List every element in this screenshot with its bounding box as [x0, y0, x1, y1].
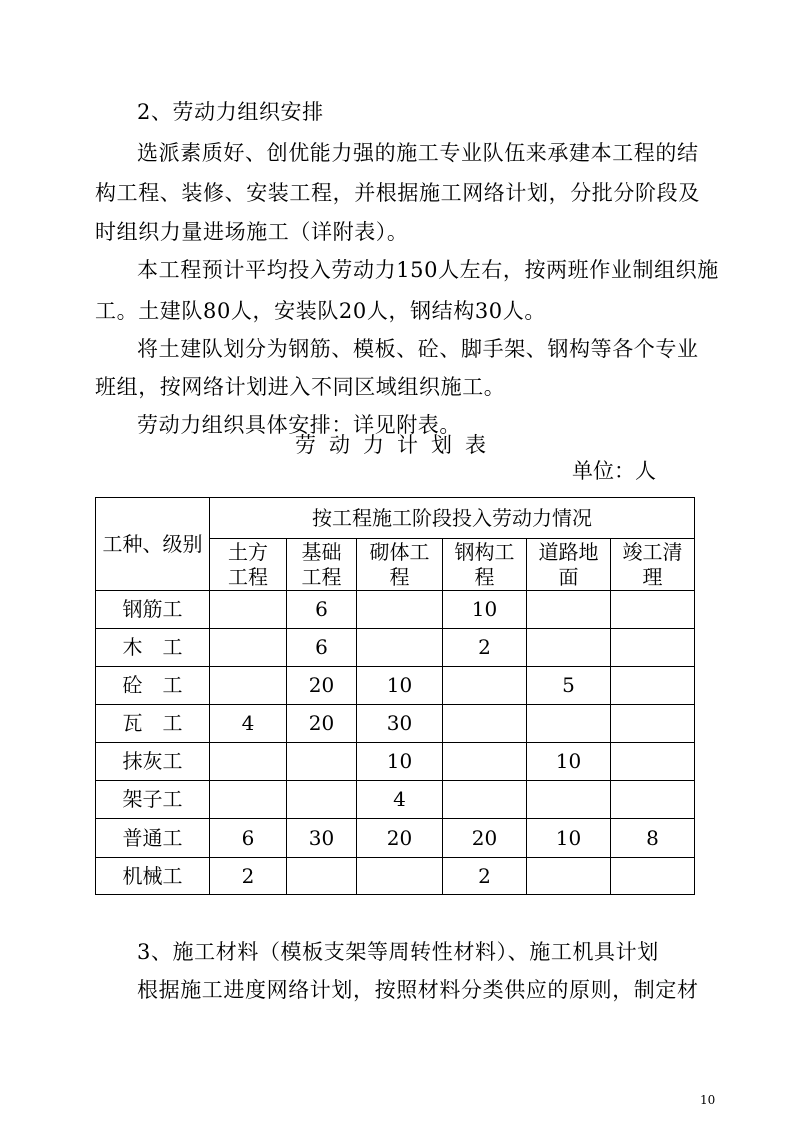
trade-cell: 普通工 — [96, 819, 210, 858]
stage-header-line: 程 — [474, 564, 495, 589]
value-cell — [287, 858, 357, 895]
value-cell: 30 — [287, 819, 357, 858]
corner-header: 工种、级别 — [96, 498, 210, 591]
page-number: 10 — [700, 1093, 716, 1107]
value-cell — [527, 591, 611, 629]
paragraph-line: 劳动力组织具体安排：详见附表。 — [137, 413, 461, 437]
paragraph-line: 时组织力量进场施工（详附表）。 — [95, 220, 409, 244]
stage-header — [287, 539, 357, 591]
table-row — [96, 705, 695, 743]
value-cell — [210, 781, 287, 819]
trade-cell: 钢筋工 — [96, 591, 210, 629]
value-cell — [210, 591, 287, 629]
paragraph-line: 构工程、装修、安装工程，并根据施工网络计划，分批分阶段及 — [95, 181, 700, 205]
trade-cell: 瓦 工 — [96, 705, 210, 743]
value-cell — [611, 858, 695, 895]
value-cell — [527, 705, 611, 743]
value-cell: 20 — [287, 667, 357, 705]
value-cell: 10 — [443, 591, 527, 629]
value-cell — [611, 781, 695, 819]
value-cell: 6 — [287, 629, 357, 667]
value-cell — [611, 591, 695, 629]
paragraph-line: 选派素质好、创优能力强的施工专业队伍来承建本工程的结 — [137, 141, 699, 165]
table-row — [96, 781, 695, 819]
value-cell: 5 — [527, 667, 611, 705]
value-cell: 4 — [210, 705, 287, 743]
value-cell — [611, 667, 695, 705]
table-title: 劳动力计划表 — [295, 433, 499, 457]
stage-header-line: 砌体工 — [369, 539, 430, 564]
value-cell — [357, 591, 443, 629]
paragraph-line: 将土建队划分为钢筋、模板、砼、脚手架、钢构等各个专业 — [137, 337, 699, 361]
stage-header-line: 工程 — [301, 564, 342, 589]
value-cell — [443, 743, 527, 781]
group-header: 按工程施工阶段投入劳动力情况 — [210, 498, 695, 539]
value-cell: 20 — [357, 819, 443, 858]
value-cell: 10 — [357, 743, 443, 781]
table-row — [96, 591, 695, 629]
value-cell — [611, 705, 695, 743]
table-header-row — [96, 498, 695, 539]
value-cell: 2 — [443, 629, 527, 667]
trade-cell: 机械工 — [96, 858, 210, 895]
trade-cell: 砼 工 — [96, 667, 210, 705]
value-cell — [443, 667, 527, 705]
trade-cell: 木 工 — [96, 629, 210, 667]
stage-header-line: 程 — [389, 564, 410, 589]
value-cell: 2 — [210, 858, 287, 895]
value-cell — [287, 781, 357, 819]
value-cell: 20 — [287, 705, 357, 743]
unit-label: 单位：人 — [572, 459, 656, 483]
value-cell: 2 — [443, 858, 527, 895]
table-row — [96, 743, 695, 781]
value-cell: 10 — [527, 819, 611, 858]
paragraph-line: 班组，按网络计划进入不同区域组织施工。 — [95, 375, 506, 399]
value-cell — [527, 629, 611, 667]
value-cell — [443, 781, 527, 819]
stage-header-line: 理 — [642, 564, 663, 589]
value-cell — [210, 743, 287, 781]
value-cell: 20 — [443, 819, 527, 858]
stage-header — [210, 539, 287, 591]
section3-heading: 3、施工材料（模板支架等周转性材料）、施工机具计划 — [137, 940, 659, 964]
value-cell — [443, 705, 527, 743]
value-cell — [611, 629, 695, 667]
stage-header-line: 竣工清 — [622, 539, 683, 564]
value-cell: 10 — [527, 743, 611, 781]
value-cell — [357, 629, 443, 667]
paragraph-line: 根据施工进度网络计划，按照材料分类供应的原则，制定材 — [137, 978, 699, 1002]
labor-plan-table — [95, 497, 695, 895]
stage-header-line: 工程 — [228, 564, 268, 589]
trade-cell: 抹灰工 — [96, 743, 210, 781]
stage-header — [443, 539, 527, 591]
table-row — [96, 819, 695, 858]
section2-heading: 2、劳动力组织安排 — [137, 100, 324, 124]
paragraph-line: 本工程预计平均投入劳动力150人左右，按两班作业制组织施 — [137, 258, 719, 282]
stage-header-line: 道路地 — [538, 539, 599, 564]
stage-header — [527, 539, 611, 591]
value-cell — [210, 629, 287, 667]
stage-header — [611, 539, 695, 591]
value-cell: 8 — [611, 819, 695, 858]
stage-header — [357, 539, 443, 591]
value-cell: 10 — [357, 667, 443, 705]
value-cell: 4 — [357, 781, 443, 819]
stage-header-line: 基础 — [301, 539, 342, 564]
table-row — [96, 667, 695, 705]
trade-cell: 架子工 — [96, 781, 210, 819]
value-cell — [287, 743, 357, 781]
stage-header-line: 土方 — [228, 539, 268, 564]
table-row — [96, 629, 695, 667]
value-cell: 30 — [357, 705, 443, 743]
stage-header-line: 面 — [558, 564, 579, 589]
value-cell — [357, 858, 443, 895]
value-cell: 6 — [210, 819, 287, 858]
value-cell — [611, 743, 695, 781]
paragraph-line: 工。土建队80人，安装队20人，钢结构30人。 — [95, 299, 546, 323]
stage-header-line: 钢构工 — [454, 539, 515, 564]
value-cell — [527, 781, 611, 819]
value-cell — [527, 858, 611, 895]
value-cell: 6 — [287, 591, 357, 629]
table-row — [96, 858, 695, 895]
value-cell — [210, 667, 287, 705]
